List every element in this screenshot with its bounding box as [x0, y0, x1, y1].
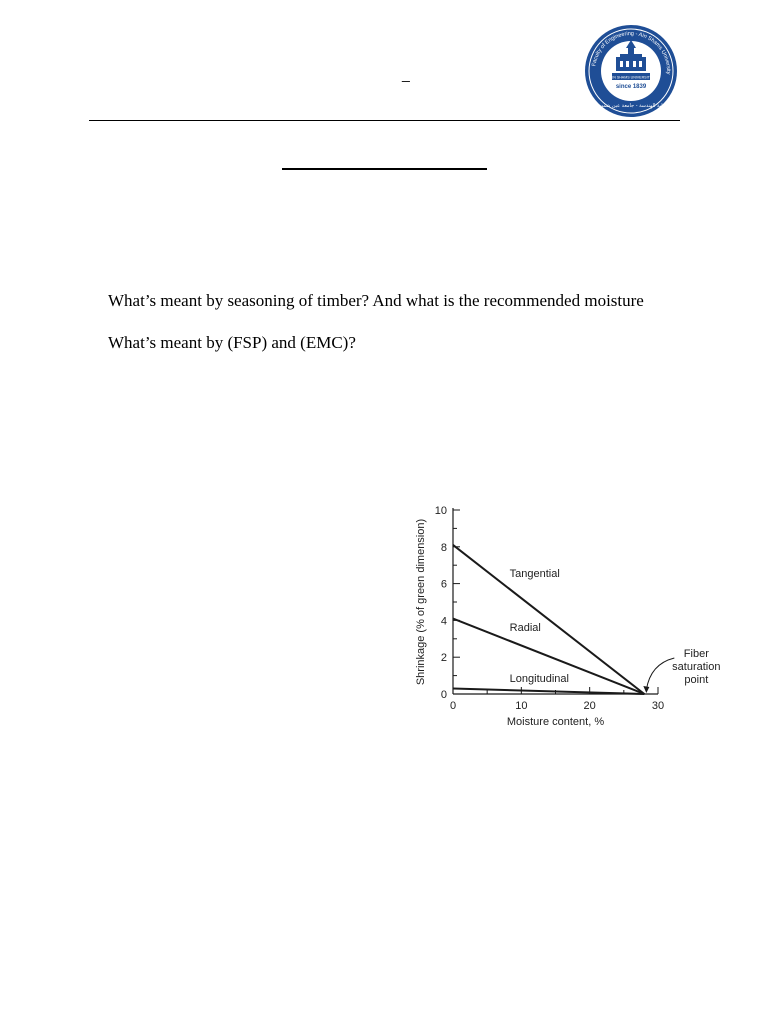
title-underline	[282, 168, 487, 170]
university-seal-logo	[584, 24, 678, 118]
x-tick-label: 0	[449, 700, 457, 712]
x-axis-label: Moisture content, %	[506, 716, 605, 728]
series-label-radial: Radial	[509, 621, 541, 634]
y-axis-label: Shrinkage (% of green dimension)	[415, 518, 427, 686]
seal-since-text: since 1839	[615, 84, 647, 90]
question-1: What’s meant by seasoning of timber? And what is the recommended moisture	[108, 291, 644, 310]
header-mark: _	[402, 66, 410, 82]
annotation-text: saturation	[672, 661, 721, 673]
y-tick-label: 2	[440, 652, 447, 665]
x-tick-label: 10	[515, 700, 528, 712]
y-tick-label: 10	[434, 505, 447, 517]
seal-arabic-text: كلية الهندسة - جامعة عين شمس	[596, 103, 666, 109]
annotation-text: Fiber	[683, 648, 709, 660]
y-tick-label: 8	[440, 541, 447, 554]
x-tick-label: 30	[651, 700, 665, 712]
series-line-longitudinal	[453, 688, 644, 694]
seal-inner-text: AIN SHAMS UNIVERSITY	[609, 75, 653, 80]
series-label-longitudinal: Longitudinal	[509, 672, 570, 685]
y-tick-label: 6	[440, 578, 447, 591]
annotation-text: point	[684, 674, 709, 686]
question-2: What’s meant by (FSP) and (EMC)?	[108, 333, 356, 352]
annotation-arrowhead	[643, 686, 649, 693]
shrinkage-chart	[410, 498, 730, 738]
series-label-tangential: Tangential	[509, 568, 560, 581]
seal-ring-text: Faculty of Engineering - Ain Shams University	[591, 30, 672, 75]
y-tick-label: 0	[440, 689, 447, 701]
header-rule	[89, 120, 680, 121]
x-tick-label: 20	[583, 700, 596, 712]
annotation-arrow	[646, 658, 674, 690]
y-tick-label: 4	[440, 615, 447, 628]
